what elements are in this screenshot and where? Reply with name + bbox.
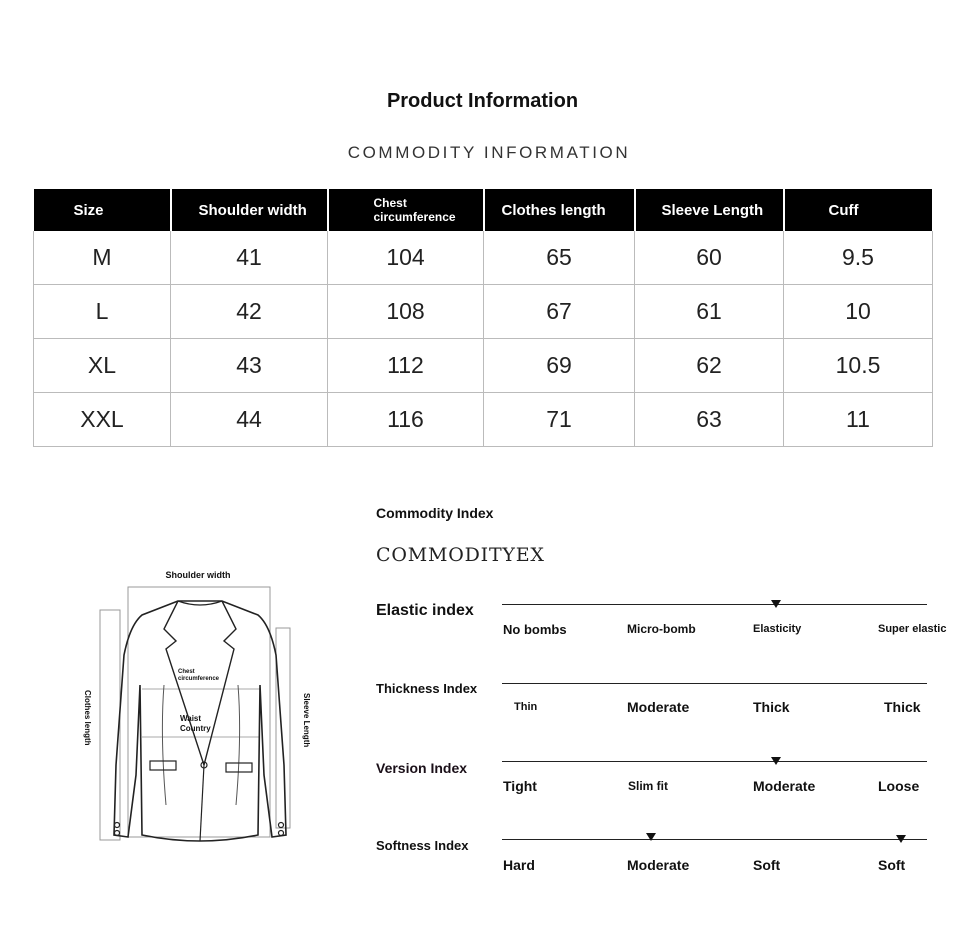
softness-index-scale bbox=[502, 839, 927, 840]
column-header bbox=[328, 189, 484, 231]
table-row bbox=[34, 285, 933, 339]
commodity-index-title: Commodity Index bbox=[376, 505, 494, 521]
left-lapel bbox=[164, 601, 204, 765]
softness-index-marker bbox=[896, 835, 906, 843]
page-title: Product Information bbox=[386, 90, 579, 112]
table-cell: 108 bbox=[328, 285, 484, 339]
elastic-index-marker bbox=[771, 600, 781, 608]
softness-index-marker bbox=[646, 833, 656, 841]
front-opening bbox=[200, 765, 204, 841]
left-dart bbox=[162, 685, 166, 805]
right-dart bbox=[236, 685, 240, 805]
elastic-option: No bombs bbox=[503, 622, 567, 637]
table-cell: 104 bbox=[328, 231, 484, 285]
waist-label-line1: Waist bbox=[180, 714, 202, 723]
elastic-option: Elasticity bbox=[753, 623, 802, 635]
page-subtitle: COMMODITY INFORMATION bbox=[347, 143, 631, 162]
table-cell: 10.5 bbox=[784, 339, 933, 393]
table-cell: 71 bbox=[484, 393, 635, 447]
version-index-marker bbox=[771, 757, 781, 765]
elastic-index-label: Elastic index bbox=[376, 602, 474, 619]
version-option: Loose bbox=[878, 778, 920, 794]
version-option: Slim fit bbox=[628, 779, 669, 793]
table-cell: 112 bbox=[328, 339, 484, 393]
table-cell: 44 bbox=[171, 393, 328, 447]
cuff-button bbox=[279, 831, 284, 836]
table-cell: 43 bbox=[171, 339, 328, 393]
version-index-scale bbox=[502, 761, 927, 762]
softness-option: Hard bbox=[503, 857, 535, 873]
version-option: Tight bbox=[503, 778, 537, 794]
thickness-index-scale bbox=[502, 683, 927, 684]
table-row bbox=[34, 231, 933, 285]
softness-option: Soft bbox=[878, 857, 906, 873]
column-header: Sleeve Length bbox=[635, 189, 784, 231]
column-header: Clothes length bbox=[484, 189, 635, 231]
table-cell: 9.5 bbox=[784, 231, 933, 285]
table-cell: 10 bbox=[784, 285, 933, 339]
table-cell: 60 bbox=[635, 231, 784, 285]
thickness-option: Moderate bbox=[627, 699, 690, 715]
elastic-index-scale bbox=[502, 604, 927, 605]
table-cell: M bbox=[34, 231, 171, 285]
sleeve-length-label: Sleeve Length bbox=[302, 693, 311, 748]
clothes-length-label: Clothes length bbox=[83, 690, 92, 746]
softness-option: Moderate bbox=[627, 857, 690, 873]
table-cell: XXL bbox=[34, 393, 171, 447]
column-header: Size bbox=[34, 189, 171, 231]
thickness-option: Thick bbox=[753, 699, 790, 715]
thickness-index-label: Thickness Index bbox=[376, 681, 478, 696]
right-lapel bbox=[204, 601, 236, 765]
chest-label-line2: circumference bbox=[178, 676, 220, 682]
cuff-button bbox=[279, 823, 284, 828]
chest-label-line1: Chest bbox=[178, 669, 195, 675]
commodity-index-subtitle: COMMODITYEX bbox=[376, 544, 545, 566]
table-cell: L bbox=[34, 285, 171, 339]
table-cell: 42 bbox=[171, 285, 328, 339]
softness-option: Soft bbox=[753, 857, 781, 873]
size-table-header-row bbox=[34, 189, 933, 231]
table-row bbox=[34, 339, 933, 393]
table-cell: 11 bbox=[784, 393, 933, 447]
size-table bbox=[33, 189, 934, 447]
table-cell: 69 bbox=[484, 339, 635, 393]
version-option: Moderate bbox=[753, 778, 816, 794]
column-header-text: Chest circumference bbox=[373, 196, 456, 224]
elastic-option: Micro-bomb bbox=[627, 622, 696, 636]
thickness-option: Thin bbox=[514, 701, 538, 713]
column-header: Cuff bbox=[784, 189, 933, 231]
sleeve-length-guide bbox=[276, 628, 290, 828]
table-cell: 67 bbox=[484, 285, 635, 339]
elastic-option: Super elastic bbox=[878, 623, 947, 635]
table-cell: 41 bbox=[171, 231, 328, 285]
table-cell: 61 bbox=[635, 285, 784, 339]
clothes-length-guide bbox=[100, 610, 120, 840]
jacket-diagram bbox=[80, 565, 320, 865]
table-cell: 62 bbox=[635, 339, 784, 393]
thickness-option: Thick bbox=[884, 699, 921, 715]
table-cell: XL bbox=[34, 339, 171, 393]
version-index-label: Version Index bbox=[376, 760, 468, 776]
softness-index-label: Softness Index bbox=[376, 838, 469, 853]
table-cell: 65 bbox=[484, 231, 635, 285]
shoulder-width-label: Shoulder width bbox=[165, 570, 231, 580]
table-row bbox=[34, 393, 933, 447]
shoulder-guide-line bbox=[128, 587, 270, 837]
table-cell: 116 bbox=[328, 393, 484, 447]
cuff-button bbox=[115, 823, 120, 828]
table-cell: 63 bbox=[635, 393, 784, 447]
waist-label-line2: Country bbox=[180, 724, 211, 733]
column-header: Shoulder width bbox=[171, 189, 328, 231]
